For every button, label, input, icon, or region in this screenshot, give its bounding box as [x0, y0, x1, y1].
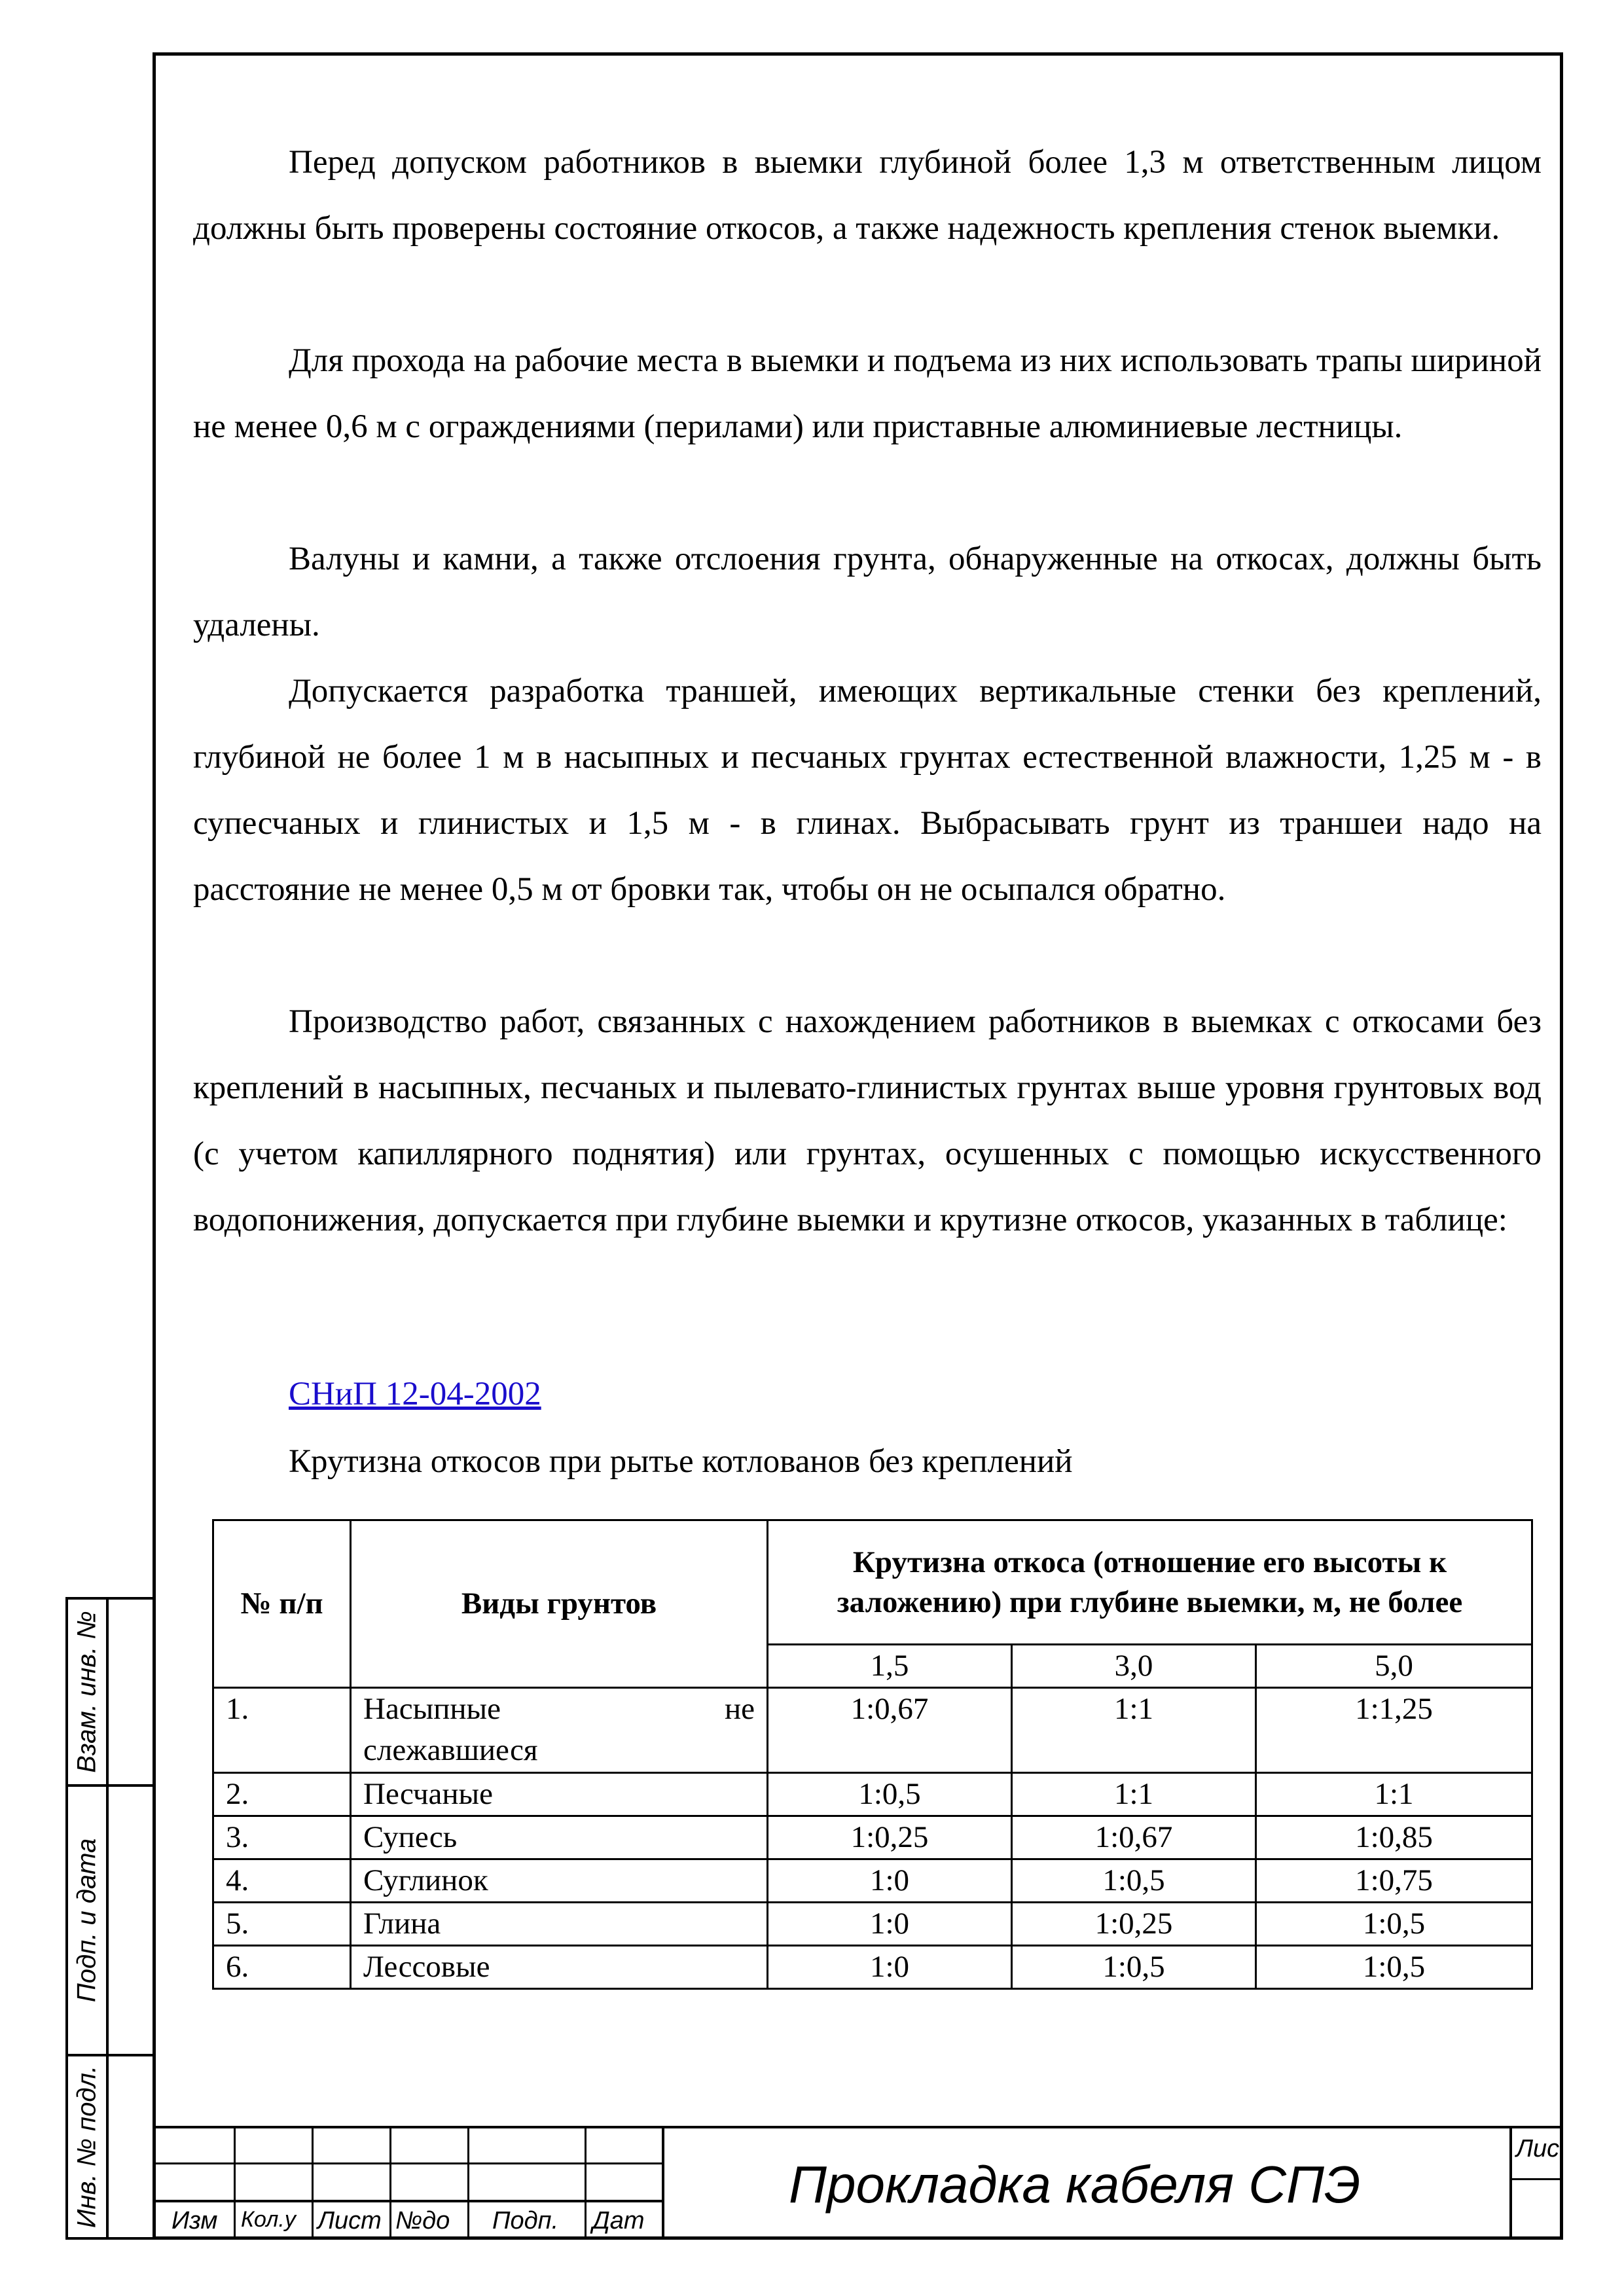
stamp-col-line	[312, 2126, 314, 2240]
stamp-top-line	[153, 2126, 1563, 2128]
stamp-col-podp: Подп.	[492, 2207, 559, 2234]
slope-value: 1:0,5	[768, 1773, 1012, 1816]
stamp-sheet-label: Лис	[1516, 2135, 1560, 2162]
slope-value: 1:0	[768, 1859, 1012, 1903]
soil-type-part: Насыпные	[363, 1692, 501, 1726]
stamp-col-data: Дат	[592, 2207, 645, 2234]
paragraph-3: Валуны и камни, а также отслоения грунта, обнаруженные на откосах, должны быть удалены.	[193, 541, 1542, 643]
stamp-col-line	[1509, 2126, 1512, 2240]
soil-type-part: не	[724, 1692, 755, 1726]
stamp-col-line	[234, 2126, 236, 2240]
table-row	[213, 1946, 1532, 1989]
row-number: 3.	[213, 1816, 351, 1859]
slope-value: 1:0	[768, 1903, 1012, 1946]
slope-value: 1:0,5	[1256, 1946, 1532, 1989]
side-field-inv	[65, 2054, 153, 2240]
slope-value: 1:0,85	[1256, 1816, 1532, 1859]
header-soil-type: Виды грунтов	[351, 1520, 768, 1688]
side-label-box	[68, 2056, 109, 2237]
stamp-document-title: Прокладка кабеля СПЭ	[789, 2155, 1361, 2214]
row-number: 2.	[213, 1773, 351, 1816]
slope-value: 1:1	[1012, 1688, 1256, 1773]
row-number: 6.	[213, 1946, 351, 1989]
table-caption: Крутизна откосов при рытье котлованов без креплений	[289, 1443, 1073, 1480]
soil-type-cell: Лессовые	[351, 1946, 768, 1989]
row-number: 1.	[213, 1688, 351, 1773]
side-label-podp: Подп. и дата	[72, 1838, 101, 2003]
soil-type-cell: Суглинок	[351, 1859, 768, 1903]
header-slope: Крутизна откоса (отношение его высоты к заложению) при глубине выемки, м, не более	[768, 1520, 1532, 1645]
slope-value: 1:1	[1256, 1773, 1532, 1816]
slope-value: 1:0	[768, 1946, 1012, 1989]
side-label-inv: Инв. № подл.	[72, 2065, 101, 2229]
stamp-col-kolu: Кол.у	[241, 2207, 296, 2232]
side-label-box	[68, 1787, 109, 2054]
stamp-col-line	[467, 2126, 469, 2240]
side-field-podp	[65, 1784, 153, 2056]
stamp-col-izm: Изм	[171, 2207, 218, 2234]
soil-type-part: слежавшиеся	[363, 1733, 538, 1767]
paragraph-4: Допускается разработка траншей, имеющих вертикальные стенки без креплений, глубиной не более 1 м в насыпных и песчаных грунтах естественной влажности, 1,25 м - в супесчаных и глинистых и 1,5 м - в глинах. Выбрасывать грунт из траншеи надо на расстояние не менее 0,5 м от бровки так, чтобы он не осыпался обратно.	[193, 673, 1542, 908]
soil-type-cell: Супесь	[351, 1816, 768, 1859]
row-number: 4.	[213, 1859, 351, 1903]
header-number: № п/п	[213, 1520, 351, 1688]
soil-type-cell	[351, 1688, 768, 1773]
table-row	[213, 1688, 1532, 1773]
stamp-col-list: Лист	[317, 2207, 382, 2234]
stamp-row-line	[153, 2162, 663, 2164]
table-row	[213, 1859, 1532, 1903]
slope-value: 1:0,25	[1012, 1903, 1256, 1946]
slope-value: 1:0,67	[768, 1688, 1012, 1773]
slope-value: 1:0,67	[1012, 1816, 1256, 1859]
side-label-box	[68, 1600, 109, 1784]
slope-value: 1:0,25	[768, 1816, 1012, 1859]
slope-value: 1:0,5	[1012, 1859, 1256, 1903]
slope-value: 1:1	[1012, 1773, 1256, 1816]
depth-header: 1,5	[768, 1645, 1012, 1688]
snip-reference-link[interactable]: СНиП 12-04-2002	[289, 1376, 541, 1412]
stamp-col-line	[662, 2126, 664, 2240]
paragraph-2: Для прохода на рабочие места в выемки и подъема из них использовать трапы шириной не менее 0,6 м с ограждениями (перилами) или приставные алюминиевые лестницы.	[193, 342, 1542, 445]
stamp-col-ndok: №до	[395, 2207, 450, 2234]
soil-type-cell: Глина	[351, 1903, 768, 1946]
side-field-vzam	[65, 1597, 153, 1787]
soil-type-cell: Песчаные	[351, 1773, 768, 1816]
slope-table	[212, 1519, 1533, 1990]
paragraph-1: Перед допуском работников в выемки глубиной более 1,3 м ответственным лицом должны быть проверены состояние откосов, а также надежность крепления стенок выемки.	[193, 144, 1542, 247]
depth-header: 5,0	[1256, 1645, 1532, 1688]
table-header-row	[213, 1520, 1532, 1645]
stamp-col-line	[389, 2126, 391, 2240]
table-row	[213, 1816, 1532, 1859]
paragraph-5: Производство работ, связанных с нахождением работников в выемках с откосами без креплений в насыпных, песчаных и пылевато-глинистых грунтах выше уровня грунтовых вод (с учетом капиллярного поднятия) или грунтах, осушенных с помощью искусственного водопонижения, допускается при глубине выемки и крутизне откосов, указанных в таблице:	[193, 1003, 1542, 1238]
slope-value: 1:0,75	[1256, 1859, 1532, 1903]
stamp-sheet-line	[1509, 2178, 1563, 2180]
slope-value: 1:0,5	[1012, 1946, 1256, 1989]
slope-value: 1:1,25	[1256, 1688, 1532, 1773]
side-label-vzam: Взам. инв. №	[72, 1611, 101, 1773]
depth-header: 3,0	[1012, 1645, 1256, 1688]
stamp-row-line	[153, 2200, 663, 2202]
table-row	[213, 1903, 1532, 1946]
stamp-col-line	[585, 2126, 586, 2240]
table-row	[213, 1773, 1532, 1816]
row-number: 5.	[213, 1903, 351, 1946]
slope-value: 1:0,5	[1256, 1903, 1532, 1946]
